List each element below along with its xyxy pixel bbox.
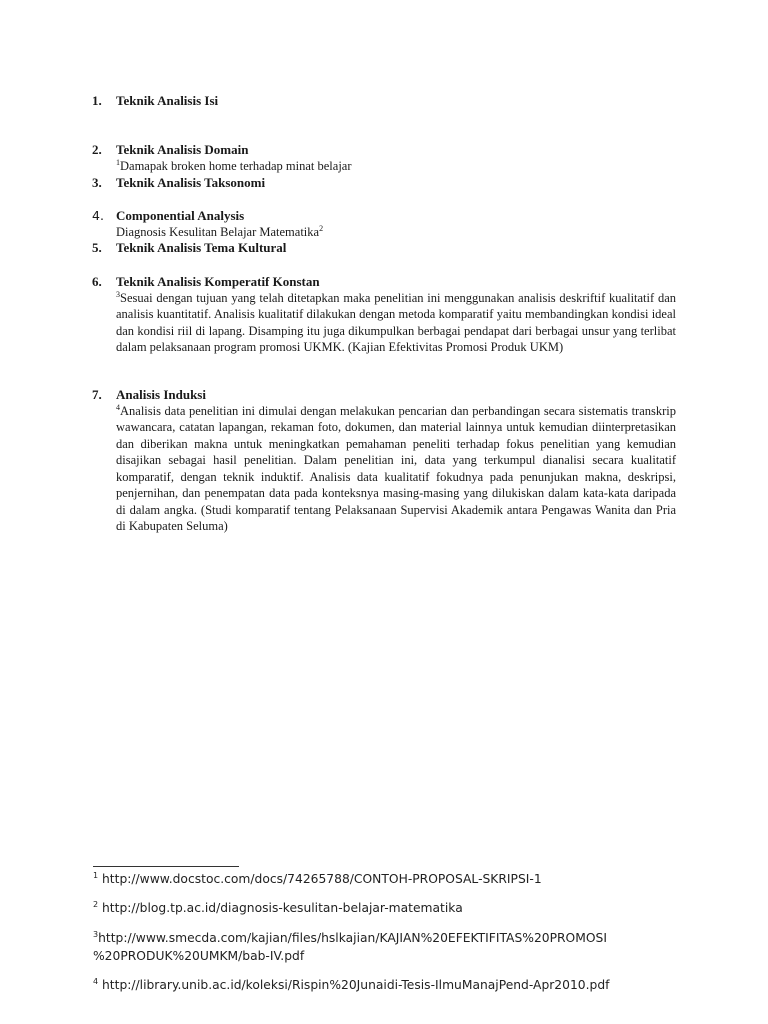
- footnote-number: 2: [93, 899, 99, 909]
- footnote-separator: [93, 866, 239, 867]
- footnote: [93, 976, 693, 994]
- section-note: Diagnosis Kesulitan Belajar Matematika$^2$: [116, 223, 324, 239]
- footnote-link[interactable]: http://www.smecda.com/kajian/files/hslkajian/KAJIAN%20EFEKTIFITAS%20PROMOSI %20PRODUK%20UMKM/bab-IV.pdf: [93, 931, 607, 963]
- section-heading: Teknik Analisis Taksonomi: [116, 175, 266, 190]
- item-number: 4.: [92, 208, 104, 223]
- footnote-ref: 2: [319, 223, 324, 233]
- section-heading: Teknik Analisis Isi: [116, 93, 219, 108]
- footnote-ref: 3: [116, 289, 120, 299]
- section-heading: Teknik Analisis Tema Kultural: [116, 240, 287, 255]
- footnote-number: 3: [93, 929, 99, 939]
- section-heading: Analisis Induksi: [116, 387, 206, 402]
- section-heading: Teknik Analisis Domain: [116, 142, 249, 157]
- section-heading: Componential Analysis: [116, 208, 245, 223]
- item-number: 3.: [92, 175, 102, 190]
- footnote-number: 4: [93, 976, 99, 986]
- footnote-ref: 1: [116, 157, 120, 167]
- item-number: 6.: [92, 274, 102, 289]
- section-paragraph: $^4$Analisis data penelitian ini dimulai dengan melakukan pencarian dan perbandingan secara sistematis transkrip wawancara, catatan lapangan, rekaman foto, dokumen, dan material lainnya untuk kemudian diinterpretasikan dan diberikan makna untuk meningkatkan pemahaman peneliti terhadap fokus penelitian yang kemudian disajikan sebagai hasil penelitian. Dalam penelitian ini, data yang terkumpul dianalisi secara kualitatif komparatif, dengan teknik induktif. Analisis data kualitatif fokudnya pada penunjukan makna, deskripsi, penjernihan, dan penempatan data pada konteksnya masing-masing yang dilukiskan dalam kata-kata daripada di dalam angka. (Studi komparatif tentang Pelaksanaan Supervisi Akademik antara Pengawas Wanita dan Pria di Kabupaten Seluma): [116, 402, 676, 534]
- item-number: 2.: [92, 142, 102, 157]
- section-heading: Teknik Analisis Komperatif Konstan: [116, 274, 320, 289]
- footnote-link[interactable]: http://www.docstoc.com/docs/74265788/CONTOH-PROPOSAL-SKRIPSI-1: [98, 872, 542, 886]
- item-number: 5.: [92, 240, 102, 255]
- item-number: 1.: [92, 93, 102, 108]
- footnote: [93, 870, 693, 888]
- section-note: $^1$Damapak broken home terhadap minat belajar: [116, 157, 352, 173]
- footnote-link[interactable]: http://library.unib.ac.id/koleksi/Rispin%20Junaidi-Tesis-IlmuManajPend-Apr2010.pdf: [98, 978, 610, 992]
- footnote-number: 1: [93, 870, 99, 880]
- footnote: [93, 929, 653, 965]
- footnote-link[interactable]: http://blog.tp.ac.id/diagnosis-kesulitan-belajar-matematika: [98, 901, 463, 915]
- section-paragraph: $^3$Sesuai dengan tujuan yang telah ditetapkan maka penelitian ini menggunakan analisis deskriftif kualitatif dan analisis kuantitatif. Analisis kualitatif dilakukan dengan metoda komparatif yaitu membandingkan kondisi ideal dan kondisi riil di lapang. Disamping itu juga dikumpulkan berbagai pendapat dari berbagai unsur yang terlibat dalam pelaksanaan program promosi UKMK. (Kajian Efektivitas Promosi Produk UKM): [116, 289, 676, 355]
- footnote-ref: 4: [116, 402, 120, 412]
- footnote: [93, 899, 693, 917]
- item-number: 7.: [92, 387, 102, 402]
